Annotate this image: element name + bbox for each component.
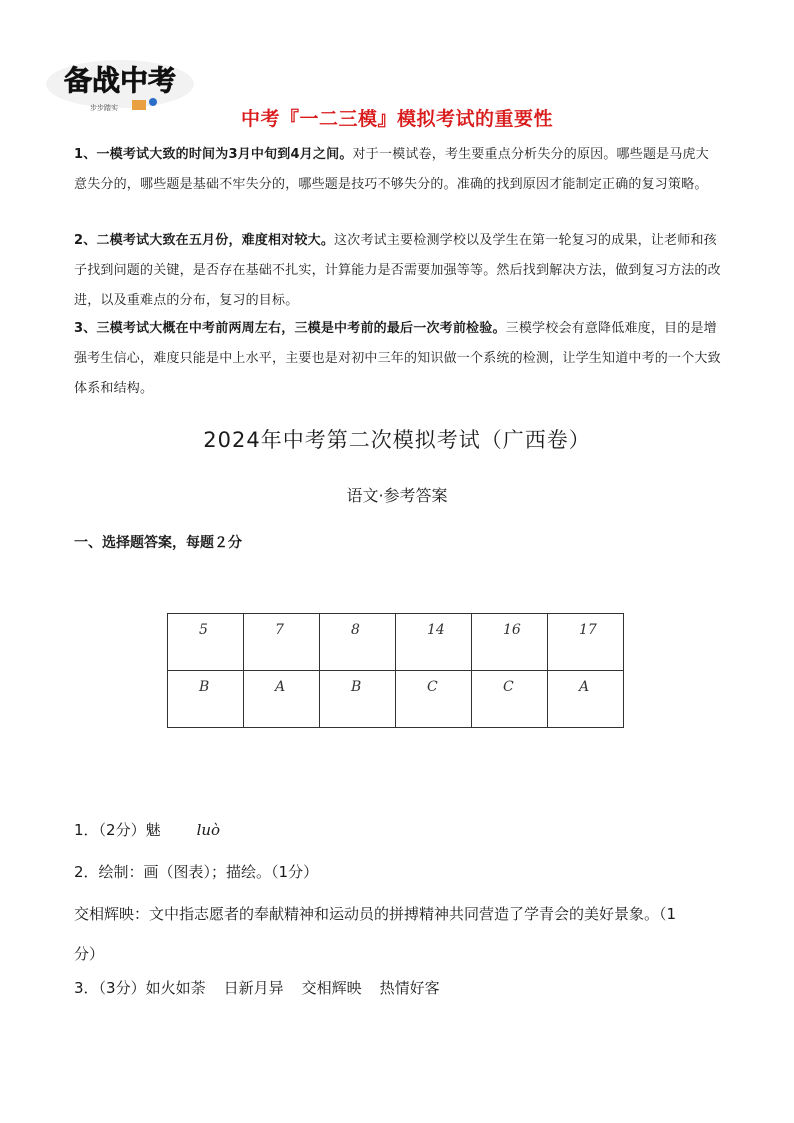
intro-1-body: 对于一模试卷，考生要重点分析失分的原因。哪些题是马虎大意失分的，哪些题是基础不牢失分的，哪些题是技巧不够失分的。准确的找到原因才能制定正确的复习策略。 (74, 147, 709, 192)
question-cell: 5 (168, 614, 244, 671)
answer-cell: A (548, 671, 624, 728)
answer-3-word: 热情好客 (379, 979, 440, 997)
answer-3-word: 日新月异 (223, 979, 284, 997)
answer-2-explanation: 交相辉映：文中指志愿者的奉献精神和运动员的拼搏精神共同营造了学青会的美好景象。（1 (74, 905, 677, 923)
answer-cell: C (472, 671, 548, 728)
page-heading: 中考『一二三模』模拟考试的重要性 (240, 108, 553, 130)
question-number-row (168, 614, 624, 671)
answer-cell: B (320, 671, 396, 728)
intro-3-lead: 3、三模考试大概在中考前两周左右，三模是中考前的最后一次考前检验。 (74, 321, 506, 336)
intro-paragraph-2 (74, 226, 722, 316)
answer-1-pinyin: luò (196, 821, 221, 839)
intro-2-lead: 2、二模考试大致在五月份，难度相对较大。 (74, 233, 335, 248)
answer-3-word: 交相辉映 (301, 979, 362, 997)
question-cell: 8 (320, 614, 396, 671)
intro-paragraph-1 (74, 140, 722, 200)
answer-2: 2．绘制：画（图表）；描绘。（1分） (74, 863, 319, 881)
answer-cell: C (396, 671, 472, 728)
intro-2-body: 这次考试主要检测学校以及学生在第一轮复习的成果，让老师和孩子找到问题的关键，是否存在基础不扎实，计算能力是否需要加强等等。然后找到解决方法，做到复习方法的改进，以及重难点的分布，复习的目标。 (74, 233, 721, 308)
question-cell: 14 (396, 614, 472, 671)
answer-cell: A (244, 671, 320, 728)
answer-2-explanation-end: 分） (74, 945, 105, 963)
answer-cell: B (168, 671, 244, 728)
intro-paragraph-3 (74, 314, 722, 404)
intro-1-lead: 1、一模考试大致的时间为3月中旬到4月之间。 (74, 147, 353, 162)
answer-3-label: 3．（3分）如火如荼 (74, 979, 206, 997)
answer-row (168, 671, 624, 728)
subject-title: 语文·参考答案 (346, 486, 448, 505)
answer-1 (74, 820, 724, 840)
logo-wordmark: 备战中考 (63, 64, 177, 97)
question-cell: 17 (548, 614, 624, 671)
answer-table (167, 613, 624, 728)
question-cell: 7 (244, 614, 320, 671)
intro-3-body: 三模学校会有意降低难度，目的是增强考生信心，难度只能是中上水平，主要也是对初中三年的知识做一个系统的检测，让学生知道中考的一个大致体系和结构。 (74, 321, 721, 396)
question-cell: 16 (472, 614, 548, 671)
answer-1-label: 1．（2分）魅 (74, 821, 161, 839)
section-heading: 一、选择题答案，每题２分 (74, 535, 242, 551)
exam-title: 2024年中考第二次模拟考试（广西卷） (203, 428, 591, 452)
logo-tagline: 步步踏实 (90, 104, 118, 112)
answer-3 (74, 978, 724, 998)
